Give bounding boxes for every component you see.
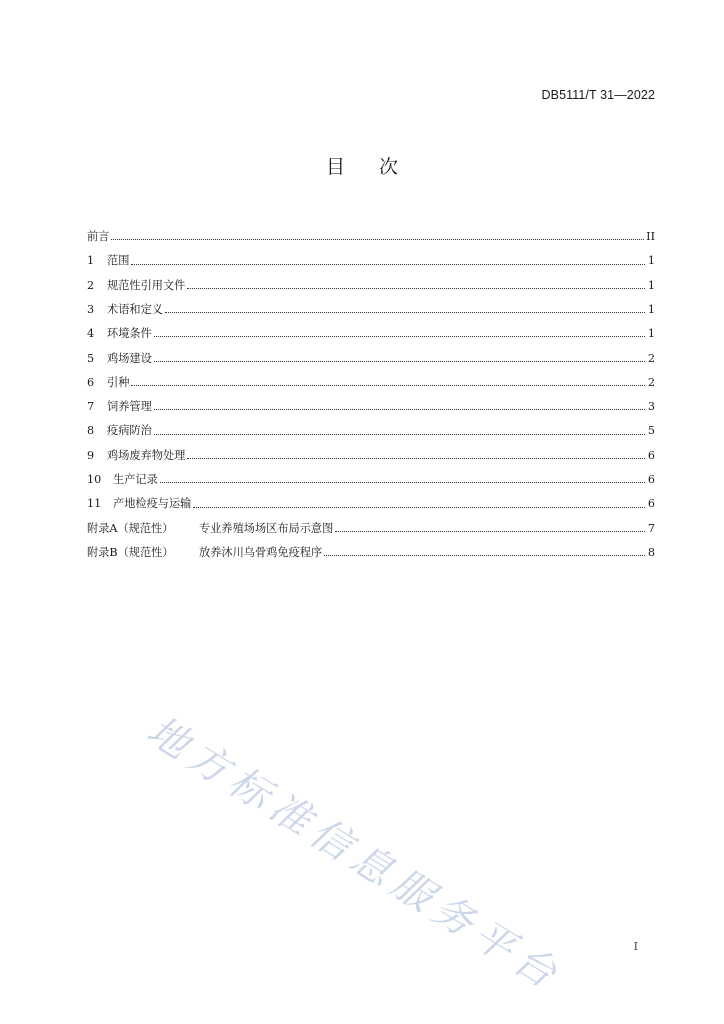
- toc-dot-leader: [154, 361, 645, 362]
- title-char-left: 目: [325, 156, 345, 178]
- toc-entry-1[interactable]: [87, 242, 655, 266]
- toc-entry-label: 引种: [107, 375, 130, 389]
- toc-entry-number: 1: [87, 254, 95, 268]
- toc-entry-4[interactable]: [87, 315, 655, 339]
- toc-entry-label: 鸡场建设: [107, 351, 152, 365]
- toc-entry-number: 5: [87, 351, 95, 365]
- toc-entry-label: 鸡场废弃物处理: [107, 448, 186, 462]
- toc-entry-label: 疫病防治: [107, 424, 152, 438]
- toc-entry-label: 环境条件: [107, 327, 152, 341]
- toc-entry-label: 饲养管理: [107, 400, 152, 414]
- toc-entry-page: 2: [647, 375, 655, 389]
- toc-entry-appendix-b[interactable]: [87, 534, 655, 558]
- document-code: DB5111/T 31—2022: [541, 88, 655, 102]
- page-number: I: [633, 940, 638, 953]
- page-title: [0, 152, 724, 179]
- toc-entry-2[interactable]: [87, 267, 655, 291]
- toc-dot-leader: [193, 507, 645, 508]
- toc-entry-label: 放养沐川乌骨鸡免疫程序: [199, 545, 323, 559]
- toc-entry-page: 6: [647, 473, 655, 487]
- toc-entry-label: 范围: [107, 254, 130, 268]
- toc-entry-10[interactable]: [87, 461, 655, 485]
- toc-entry-foreword[interactable]: [87, 218, 655, 242]
- table-of-contents: [87, 218, 655, 558]
- toc-entry-page: 3: [647, 400, 655, 414]
- toc-entry-page: 7: [647, 521, 655, 535]
- toc-entry-8[interactable]: [87, 412, 655, 436]
- toc-entry-number: 7: [87, 400, 95, 414]
- toc-dot-leader: [335, 531, 645, 532]
- toc-entry-11[interactable]: [87, 485, 655, 509]
- toc-dot-leader: [160, 482, 645, 483]
- toc-dot-leader: [111, 239, 644, 240]
- toc-entry-number: 9: [87, 448, 95, 462]
- toc-entry-6[interactable]: [87, 364, 655, 388]
- toc-dot-leader: [154, 409, 645, 410]
- toc-entry-9[interactable]: [87, 437, 655, 461]
- toc-entry-label: 前言: [87, 230, 110, 244]
- watermark: 地方标准信息服务平台: [138, 707, 571, 1002]
- toc-entry-page: 1: [647, 302, 655, 316]
- toc-entry-number: 2: [87, 278, 95, 292]
- toc-entry-number: 3: [87, 302, 95, 316]
- toc-entry-page: 5: [647, 424, 655, 438]
- toc-entry-number: 6: [87, 375, 95, 389]
- toc-entry-label: 专业养殖场场区布局示意图: [199, 521, 334, 535]
- toc-entry-label: 规范性引用文件: [107, 278, 186, 292]
- toc-dot-leader: [165, 312, 645, 313]
- toc-entry-page: 6: [647, 448, 655, 462]
- toc-dot-leader: [187, 458, 645, 459]
- toc-dot-leader: [154, 336, 645, 337]
- toc-entry-page: 6: [647, 497, 655, 511]
- toc-dot-leader: [324, 555, 645, 556]
- toc-entry-page: 2: [647, 351, 655, 365]
- toc-entry-page: 1: [647, 327, 655, 341]
- toc-entry-number: 11: [87, 497, 102, 511]
- toc-dot-leader: [131, 264, 645, 265]
- toc-entry-number: 附录A（规范性）: [87, 521, 174, 535]
- title-char-right: 次: [379, 156, 399, 178]
- toc-entry-page: 8: [647, 545, 655, 559]
- toc-dot-leader: [131, 385, 645, 386]
- toc-entry-page: 1: [647, 254, 655, 268]
- toc-dot-leader: [187, 288, 645, 289]
- toc-dot-leader: [154, 434, 645, 435]
- toc-entry-page: II: [646, 230, 655, 244]
- toc-entry-appendix-a[interactable]: [87, 510, 655, 534]
- toc-entry-label: 产地检疫与运输: [113, 497, 192, 511]
- toc-entry-5[interactable]: [87, 339, 655, 363]
- toc-entry-number: 8: [87, 424, 95, 438]
- toc-entry-page: 1: [647, 278, 655, 292]
- toc-entry-3[interactable]: [87, 291, 655, 315]
- toc-entry-number: 附录B（规范性）: [87, 545, 174, 559]
- toc-entry-label: 生产记录: [113, 473, 158, 487]
- toc-entry-number: 4: [87, 327, 95, 341]
- toc-entry-label: 术语和定义: [107, 302, 163, 316]
- toc-entry-7[interactable]: [87, 388, 655, 412]
- toc-entry-number: 10: [87, 473, 102, 487]
